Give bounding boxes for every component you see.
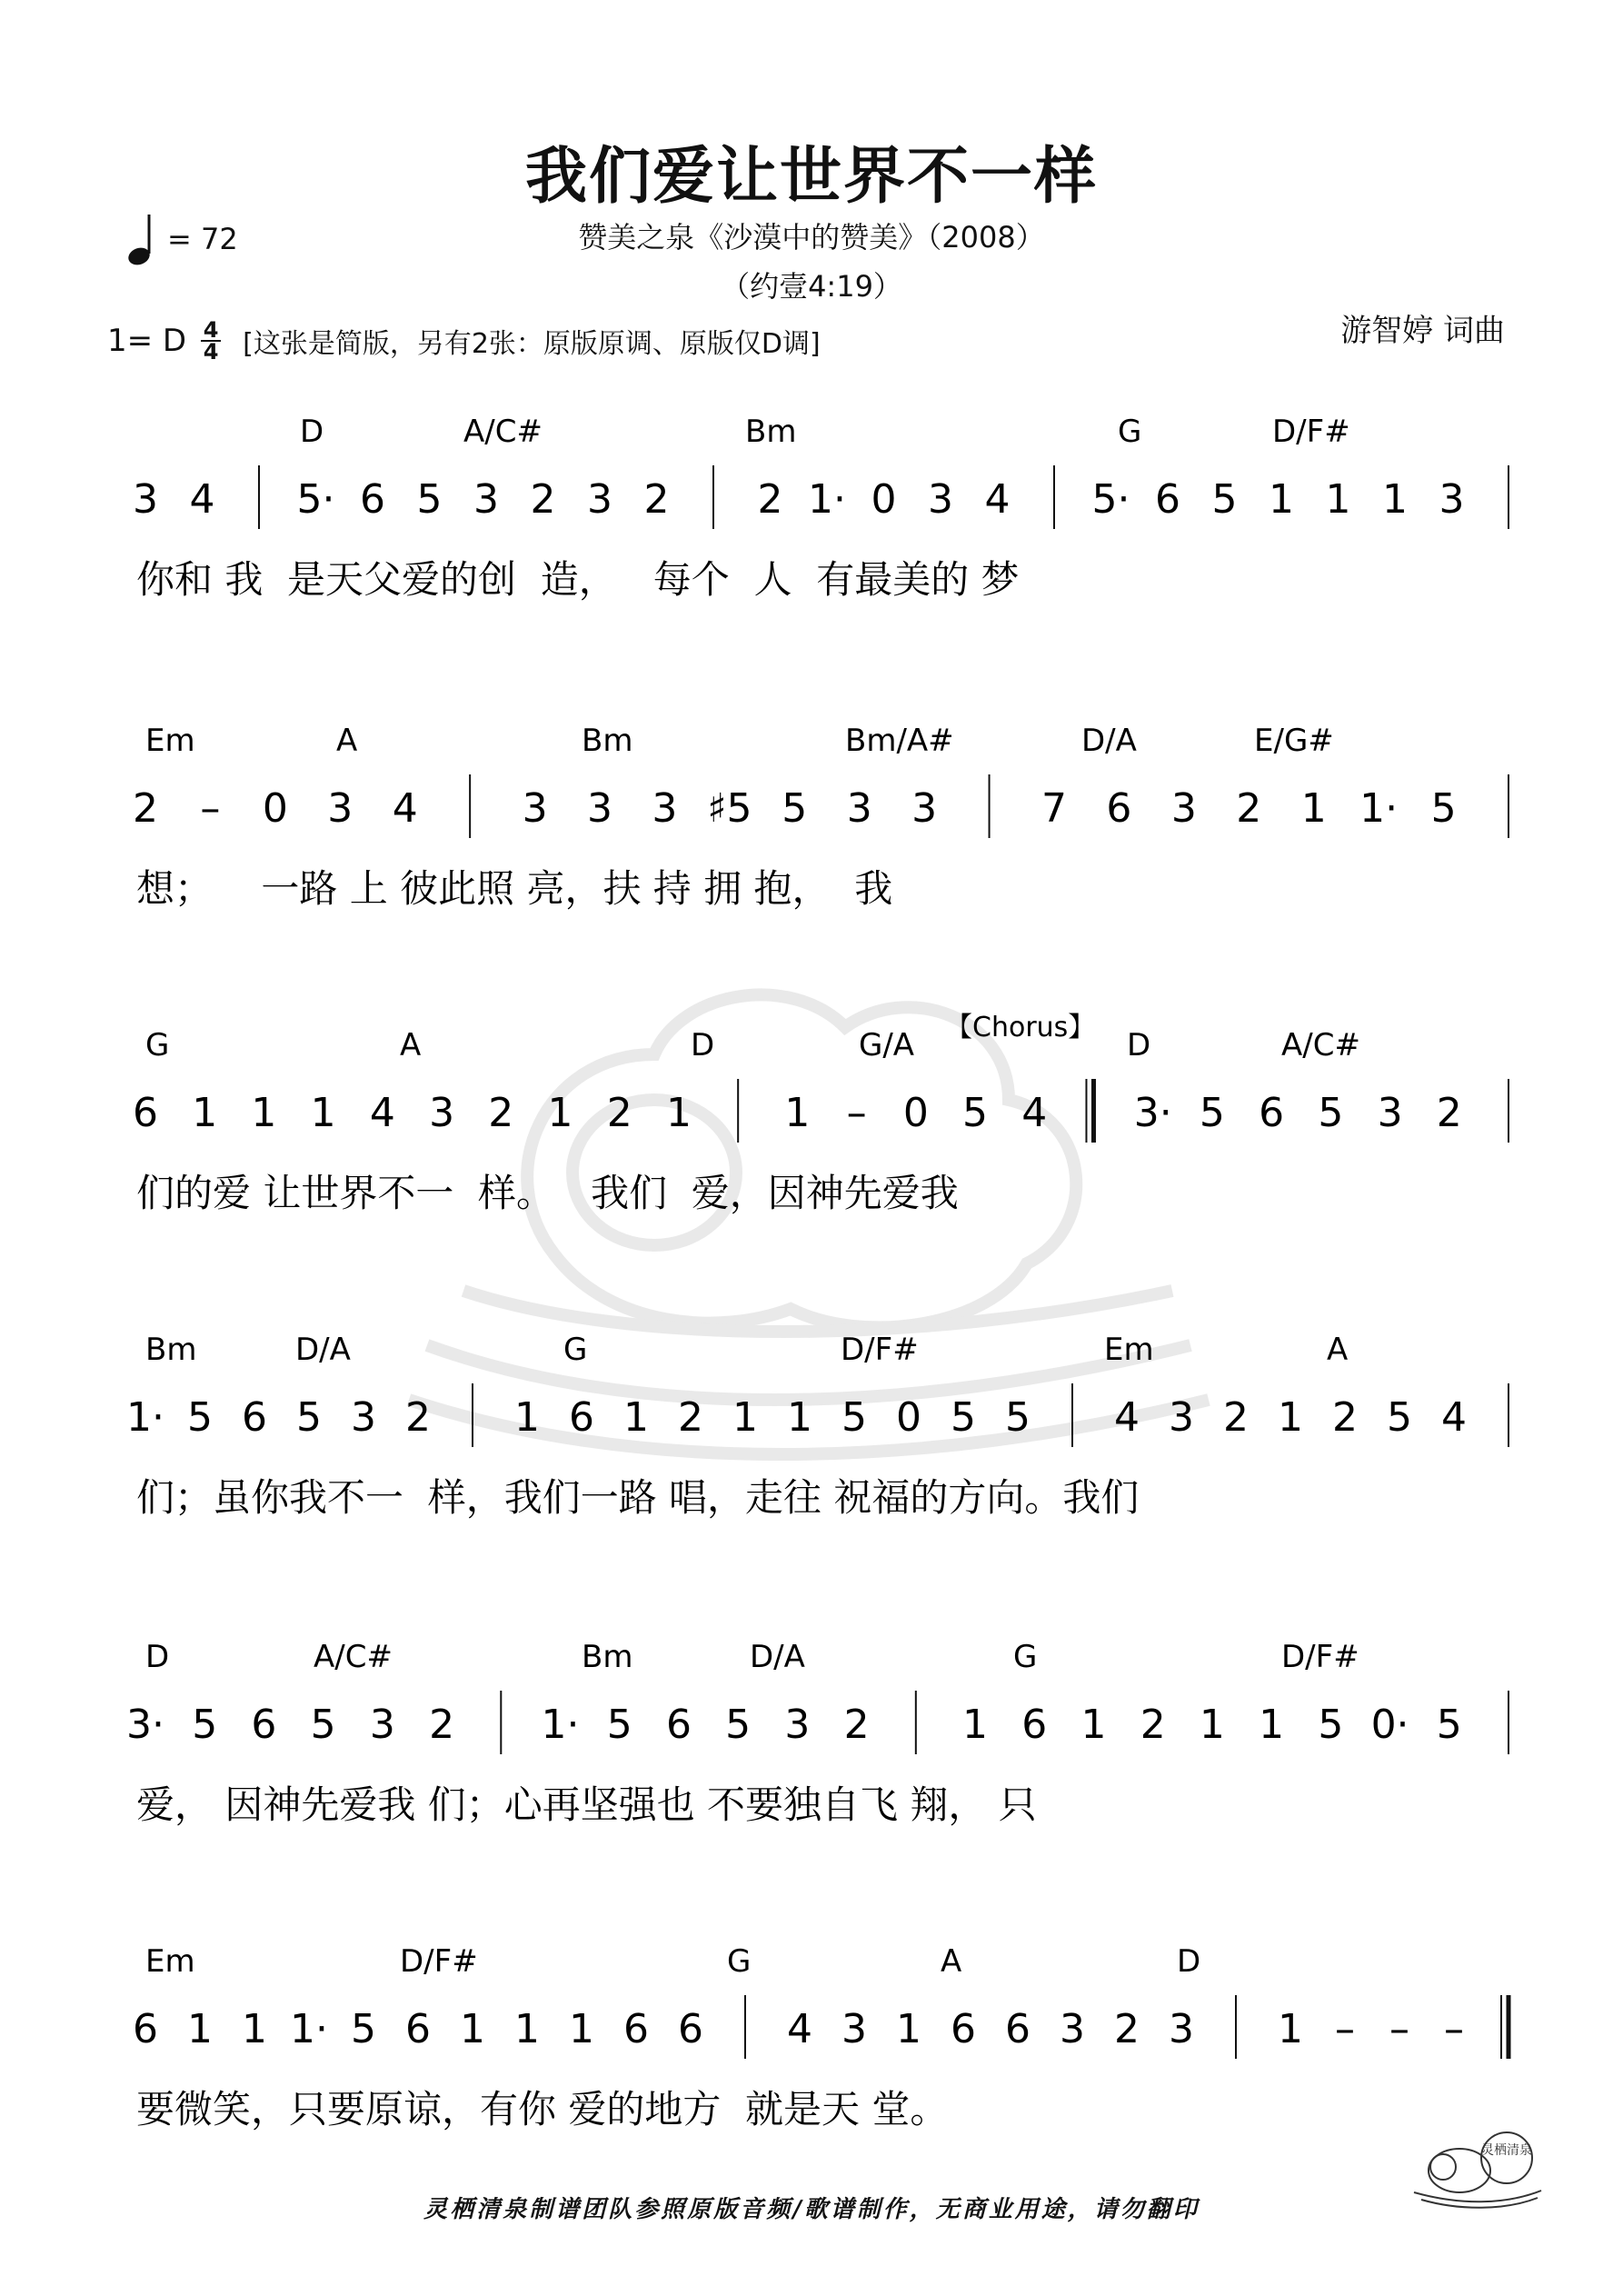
lyric-line: 你和 我 是天父爱的创 造， 每个 人 有最美的 梦 bbox=[136, 557, 1020, 602]
score-note: 6 bbox=[242, 1394, 267, 1441]
score-note: 6 bbox=[1259, 1090, 1285, 1136]
score-note: 0 bbox=[262, 785, 288, 832]
score-note: 0 bbox=[902, 1090, 929, 1136]
key-label: 1= D bbox=[107, 323, 187, 359]
score-note: 1 bbox=[1300, 785, 1327, 832]
score-note: 5 bbox=[192, 1702, 218, 1748]
chord-symbol: A bbox=[400, 1027, 422, 1063]
score-note: 1 bbox=[514, 1394, 540, 1441]
chord-symbol: G/A bbox=[859, 1027, 915, 1063]
score-note: 3 bbox=[473, 476, 499, 523]
chord-symbol: Bm bbox=[582, 1639, 633, 1675]
score-note: 3 bbox=[1170, 785, 1197, 832]
score-note: 5 bbox=[1318, 1090, 1344, 1136]
score-note: 5 bbox=[951, 1394, 976, 1441]
chord-symbol: D/A bbox=[1081, 723, 1137, 759]
score-note: 1 bbox=[192, 1090, 218, 1136]
score-note: 3· bbox=[1133, 1090, 1172, 1136]
score-note: 2 bbox=[530, 476, 556, 523]
chord-symbol: Em bbox=[145, 1943, 195, 1980]
chord-symbol: Em bbox=[1104, 1332, 1154, 1368]
score-note: 1· bbox=[126, 1394, 164, 1441]
score-note: 4 bbox=[392, 785, 418, 832]
score-note: 4 bbox=[369, 1090, 395, 1136]
chord-symbol: D bbox=[1127, 1027, 1151, 1063]
score-note: 5 bbox=[841, 1394, 867, 1441]
score-note: 1· bbox=[541, 1702, 580, 1748]
score-note: 5 bbox=[782, 785, 808, 832]
score-note: 3 bbox=[1439, 476, 1465, 523]
chord-symbol: Bm bbox=[582, 723, 633, 759]
chord-symbol: Bm bbox=[745, 414, 797, 450]
score-note: 4 bbox=[1021, 1090, 1048, 1136]
chord-symbol: G bbox=[563, 1332, 588, 1368]
score-note: 3 bbox=[846, 785, 872, 832]
score-note: 1 bbox=[1199, 1702, 1225, 1748]
chord-symbol: E/G# bbox=[1254, 723, 1334, 759]
score-note: 3 bbox=[587, 785, 612, 832]
chord-symbol: D bbox=[300, 414, 324, 450]
score-note: 5 bbox=[351, 2006, 376, 2052]
score-note: 1 bbox=[665, 1090, 692, 1136]
score-note: 3 bbox=[1377, 1090, 1403, 1136]
score-note: 1 bbox=[460, 2006, 485, 2052]
score-note: 3 bbox=[429, 1090, 455, 1136]
score-note: 5 bbox=[187, 1394, 213, 1441]
score-note: ♯5 bbox=[707, 785, 752, 832]
score-note: 1 bbox=[732, 1394, 758, 1441]
chord-symbol: D/F# bbox=[400, 1943, 478, 1980]
score-note: 1 bbox=[547, 1090, 573, 1136]
time-bottom: 4 bbox=[203, 339, 219, 364]
score-note: 5 bbox=[1430, 785, 1457, 832]
score-note: 7 bbox=[1041, 785, 1067, 832]
score-note: 3 bbox=[784, 1702, 811, 1748]
score-note: 2 bbox=[843, 1702, 870, 1748]
score-note: 2 bbox=[429, 1702, 455, 1748]
score-note: 6 bbox=[665, 1702, 692, 1748]
score-note: 6 bbox=[951, 2006, 976, 2052]
score-note: 6 bbox=[133, 1090, 158, 1136]
score-note: 2 bbox=[757, 476, 783, 523]
score-note: 0· bbox=[1370, 1702, 1409, 1748]
score-note: 1 bbox=[1382, 476, 1408, 523]
score-note: – bbox=[200, 785, 221, 832]
album-subtitle: 赞美之泉《沙漠中的赞美》（2008） bbox=[578, 220, 1045, 255]
score-note: – bbox=[1335, 2006, 1355, 2052]
lyric-line: 爱， 因神先爱我 们；心再坚强也 不要独自飞 翔， 只 bbox=[136, 1782, 1037, 1827]
chord-symbol: Bm/A# bbox=[845, 723, 954, 759]
chord-symbol: A/C# bbox=[1281, 1027, 1360, 1063]
score-note: 1 bbox=[962, 1702, 989, 1748]
score-note: 5 bbox=[725, 1702, 752, 1748]
score-note: 6 bbox=[133, 2006, 158, 2052]
score-note: 4 bbox=[1114, 1394, 1140, 1441]
lyric-line: 想； 一路 上 彼此照 亮，扶 持 拥 抱， 我 bbox=[136, 866, 893, 911]
score-note: 1 bbox=[569, 2006, 594, 2052]
score-note: 5 bbox=[962, 1090, 989, 1136]
score-note: 2 bbox=[1236, 785, 1262, 832]
lyric-line: 们；虽你我不一 样，我们一路 唱，走往 祝福的方向。我们 bbox=[136, 1475, 1140, 1520]
score-note: 5· bbox=[1091, 476, 1130, 523]
score-note: 1 bbox=[1325, 476, 1351, 523]
lyric-line: 要微笑，只要原谅，有你 爱的地方 就是天 堂。 bbox=[136, 2087, 949, 2131]
score-note: 2 bbox=[133, 785, 158, 832]
chord-symbol: A bbox=[336, 723, 358, 759]
lyric-line: 们的爱 让世界不一 样。 我们 爱，因神先爱我 bbox=[136, 1171, 959, 1215]
chord-symbol: D bbox=[691, 1027, 715, 1063]
score-note: 6 bbox=[251, 1702, 277, 1748]
score-note: 5 bbox=[1387, 1394, 1412, 1441]
score-note: 3· bbox=[126, 1702, 164, 1748]
score-note: 1 bbox=[1278, 2006, 1303, 2052]
score-note: 3 bbox=[133, 476, 158, 523]
chord-symbol: Em bbox=[145, 723, 195, 759]
score-note: 5 bbox=[1436, 1702, 1462, 1748]
score-note: 2 bbox=[405, 1394, 431, 1441]
score-note: 3 bbox=[911, 785, 938, 832]
version-note: [这张是简版，另有2张：原版原调、原版仅D调] bbox=[243, 328, 821, 360]
song-title: 我们爱让世界不一样 bbox=[524, 141, 1098, 213]
score-note: 5 bbox=[606, 1702, 632, 1748]
score-note: 1 bbox=[187, 2006, 213, 2052]
chord-symbol: D/A bbox=[295, 1332, 351, 1368]
score-note: – bbox=[1444, 2006, 1464, 2052]
score-note: 6 bbox=[1021, 1702, 1048, 1748]
chord-symbol: A/C# bbox=[463, 414, 543, 450]
footer-disclaimer: 灵栖清泉制谱团队参照原版音频/歌谱制作，无商业用途，请勿翻印 bbox=[423, 2196, 1200, 2223]
score-note: 4 bbox=[984, 476, 1011, 523]
score-note: 2 bbox=[643, 476, 670, 523]
chord-symbol: G bbox=[1118, 414, 1142, 450]
author-credit: 游智婷 词曲 bbox=[1340, 313, 1505, 349]
score-note: 3 bbox=[1060, 2006, 1085, 2052]
score-note: 5 bbox=[1005, 1394, 1031, 1441]
score-note: 1 bbox=[896, 2006, 921, 2052]
score-note: 0 bbox=[871, 476, 897, 523]
score-note: 6 bbox=[623, 2006, 649, 2052]
score-note: 3 bbox=[587, 476, 612, 523]
score-note: 3 bbox=[522, 785, 548, 832]
score-note: 2 bbox=[678, 1394, 703, 1441]
score-note: 3 bbox=[841, 2006, 867, 2052]
score-note: 2 bbox=[1114, 2006, 1140, 2052]
score-note: 6 bbox=[1155, 476, 1180, 523]
chorus-label: 【Chorus】 bbox=[945, 1012, 1096, 1043]
chord-symbol: D/F# bbox=[841, 1332, 919, 1368]
score-note: 3 bbox=[652, 785, 678, 832]
chord-symbol: A/C# bbox=[314, 1639, 393, 1675]
score-note: 2 bbox=[1332, 1394, 1358, 1441]
score-note: 1 bbox=[787, 1394, 812, 1441]
score-note: 1 bbox=[1269, 476, 1294, 523]
score-note: 1 bbox=[623, 1394, 649, 1441]
scripture-reference: （约壹4:19） bbox=[721, 269, 902, 304]
score-note: 1· bbox=[290, 2006, 328, 2052]
chord-symbol: D/F# bbox=[1281, 1639, 1359, 1675]
score-note: 4 bbox=[787, 2006, 812, 2052]
score-note: 6 bbox=[405, 2006, 431, 2052]
score-note: 3 bbox=[1169, 1394, 1194, 1441]
score-note: 6 bbox=[1005, 2006, 1031, 2052]
chord-symbol: G bbox=[145, 1027, 170, 1063]
score-note: 1 bbox=[251, 1090, 277, 1136]
chord-symbol: Bm bbox=[145, 1332, 197, 1368]
chord-symbol: A bbox=[1327, 1332, 1349, 1368]
score-note: 3 bbox=[369, 1702, 395, 1748]
score-note: 3 bbox=[928, 476, 953, 523]
score-note: 2 bbox=[1223, 1394, 1249, 1441]
score-note: 5 bbox=[1211, 476, 1238, 523]
score-note: 1 bbox=[1259, 1702, 1285, 1748]
score-note: 6 bbox=[569, 1394, 594, 1441]
chord-symbol: D bbox=[1177, 1943, 1201, 1980]
score-note: 1· bbox=[808, 476, 846, 523]
score-note: 3 bbox=[327, 785, 353, 832]
score-note: 2 bbox=[488, 1090, 514, 1136]
chord-symbol: D bbox=[145, 1639, 170, 1675]
score-note: 2 bbox=[1436, 1090, 1462, 1136]
score-note: 5 bbox=[416, 476, 443, 523]
score-note: 0 bbox=[896, 1394, 921, 1441]
score-note: 1 bbox=[1080, 1702, 1107, 1748]
score-note: 6 bbox=[1106, 785, 1132, 832]
chord-symbol: A bbox=[941, 1943, 962, 1980]
score-note: 1 bbox=[514, 2006, 540, 2052]
score-note: 4 bbox=[1441, 1394, 1467, 1441]
score-note: 2 bbox=[606, 1090, 632, 1136]
score-note: 1 bbox=[242, 2006, 267, 2052]
score-note: 6 bbox=[360, 476, 385, 523]
logo-text: 灵栖清泉 bbox=[1481, 2143, 1532, 2158]
chord-symbol: D/F# bbox=[1272, 414, 1350, 450]
score-note: 5 bbox=[1318, 1702, 1344, 1748]
tempo-value: = 72 bbox=[167, 222, 238, 256]
score-note: 1 bbox=[1278, 1394, 1303, 1441]
score-note: – bbox=[1389, 2006, 1409, 2052]
score-note: 2 bbox=[1140, 1702, 1166, 1748]
score-note: 1 bbox=[310, 1090, 336, 1136]
score-note: – bbox=[846, 1090, 867, 1136]
score-note: 3 bbox=[1169, 2006, 1194, 2052]
chord-symbol: G bbox=[727, 1943, 752, 1980]
score-note: 1 bbox=[784, 1090, 811, 1136]
score-note: 5· bbox=[296, 476, 335, 523]
score-note: 1· bbox=[1359, 785, 1399, 832]
score-note: 5 bbox=[310, 1702, 336, 1748]
score-note: 5 bbox=[1199, 1090, 1225, 1136]
time-top: 4 bbox=[203, 317, 219, 343]
chord-symbol: D/A bbox=[750, 1639, 805, 1675]
score-note: 4 bbox=[189, 476, 215, 523]
score-note: 6 bbox=[678, 2006, 703, 2052]
score-note: 5 bbox=[296, 1394, 322, 1441]
chord-symbol: G bbox=[1013, 1639, 1038, 1675]
score-note: 3 bbox=[351, 1394, 376, 1441]
